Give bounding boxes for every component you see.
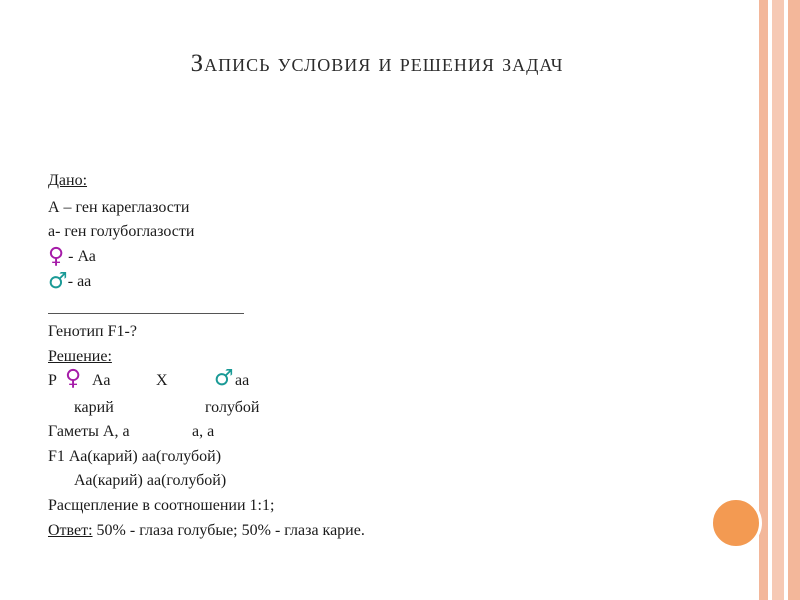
p-label: P — [48, 372, 57, 389]
gametes-male: а, а — [192, 423, 215, 440]
slide-title: Запись условия и решения задач — [190, 50, 564, 77]
gametes-label: Гаметы А, а — [48, 423, 130, 440]
answer-text: 50% - глаза голубые; 50% - глаза карие. — [92, 522, 365, 539]
side-stripe — [772, 0, 784, 600]
female-symbol-icon: ♀ — [48, 244, 65, 269]
divider-line — [48, 313, 244, 314]
p-female-symbol — [65, 368, 81, 390]
female-row — [48, 246, 96, 268]
given-heading: Дано: — [48, 172, 88, 189]
p-male-genotype: аа — [235, 372, 250, 389]
male-symbol-icon: ♂ — [214, 366, 234, 391]
question: Генотип F1-? — [48, 323, 137, 340]
f1-row-2: Аа(карий) аа(голубой) — [74, 472, 227, 489]
phenotype-male: голубой — [205, 399, 260, 416]
gene-recessive: а- ген голубоглазости — [48, 223, 195, 240]
answer-row — [48, 520, 365, 542]
male-symbol-icon: ♂ — [48, 269, 68, 294]
male-genotype: - аа — [67, 273, 92, 290]
phenotype-female: карий — [74, 399, 114, 416]
gene-dominant: А – ген кареглазости — [48, 199, 190, 216]
female-symbol-icon: ♀ — [65, 366, 82, 391]
side-stripe — [759, 0, 768, 600]
male-row — [48, 271, 91, 293]
answer-label: Ответ: — [48, 522, 93, 539]
female-genotype: - Аа — [64, 248, 96, 265]
segregation-ratio: Расщепление в соотношении 1:1; — [48, 497, 275, 514]
f1-row-1: F1 Аа(карий) аа(голубой) — [48, 448, 222, 465]
decorative-circle — [710, 497, 762, 549]
cross-symbol: X — [156, 372, 168, 389]
p-male-symbol — [214, 368, 234, 390]
solution-heading: Решение: — [48, 348, 112, 365]
side-stripe — [788, 0, 800, 600]
p-female-genotype: Аа — [92, 372, 111, 389]
